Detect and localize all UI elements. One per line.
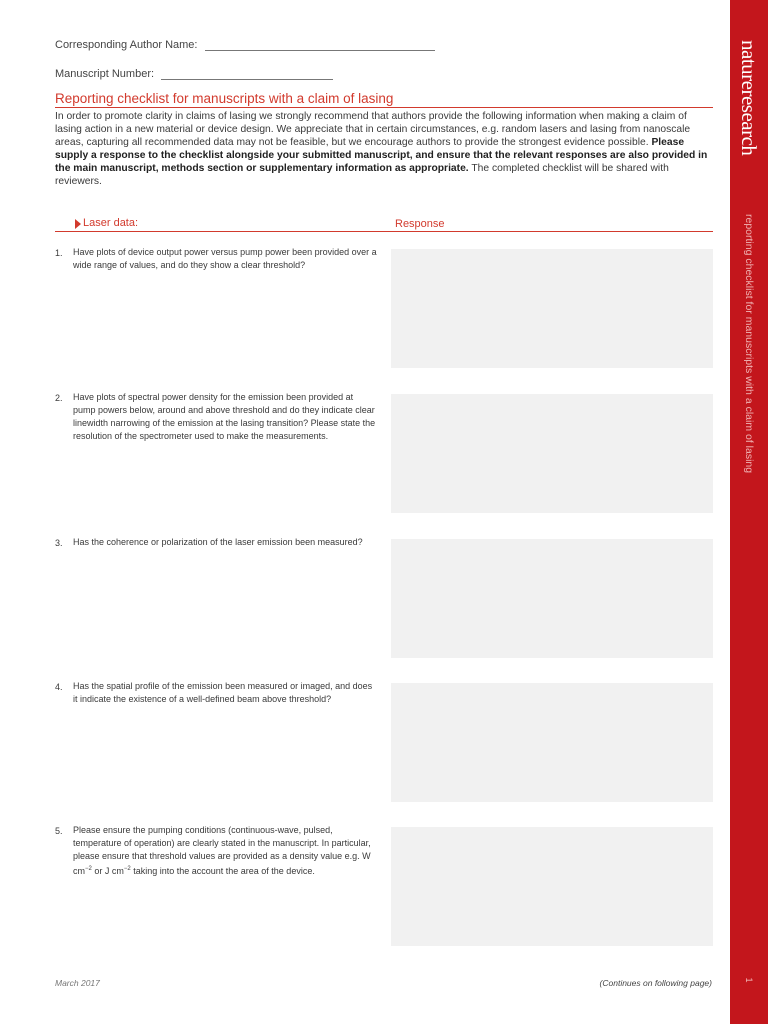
question-number: 2. [55,393,63,403]
brand-logo: natureresearch [737,40,761,156]
response-box[interactable] [391,827,713,946]
question-text: Has the spatial profile of the emission been measured or imaged, and does it indicate the existence of a well-defined beam above threshold? [73,681,373,704]
author-name-label: Corresponding Author Name: [55,39,198,51]
response-box[interactable] [391,683,713,802]
sidebar [730,0,768,1024]
superscript: −2 [85,866,92,872]
intro-paragraph [55,111,715,188]
manuscript-number-input-line[interactable] [161,67,333,80]
page-number: 1 [744,977,754,983]
author-name-field [55,38,435,51]
intro-text: In order to promote clarity in claims of lasing we strongly recommend that authors provide the following information when making a claim of lasing action in a new material or device design. We appreciate that in certain circumstances, e.g. random lasers and lasing from nanoscale areas, capturing all recommended data may not be feasible, but we encourage authors to provide the strongest evidence possible. [55,111,691,148]
intro-bold-text: Please supply a response to the checklist alongside your submitted manuscript, and ensure that the relevant responses are also provided in the main manuscript, methods section or supplementary information as appropriate. [55,136,708,174]
section-header [55,218,713,232]
question-text [73,824,378,878]
question-number: 3. [55,538,63,548]
response-column-label: Response [395,218,445,230]
question-text: Have plots of device output power versus pump power been provided over a wide range of values, and do they show a clear threshold? [73,247,377,270]
response-box[interactable] [391,394,713,513]
triangle-bullet-icon [75,219,81,229]
question-number: 4. [55,682,63,692]
response-box[interactable] [391,539,713,658]
question-text-part: or J cm [91,866,124,876]
manuscript-number-label: Manuscript Number: [55,68,155,80]
footer-date: March 2017 [55,978,100,988]
question-number: 1. [55,248,63,258]
footer-continues-note: (Continues on following page) [599,978,712,988]
question-text: Have plots of spectral power density for the emission been provided at pump powers below, around and above threshold and do they indicate clear linewidth narrowing of the emission at the lasing transition? Please state the resolution of the spectrometer used to make the measurements. [73,392,376,441]
question-text: Has the coherence or polarization of the laser emission been measured? [73,537,363,547]
intro-tail-text: The completed checklist will be shared with reviewers. [55,162,669,187]
superscript: −2 [123,866,131,872]
question-text-part: Please ensure the pumping conditions (continuous-wave, pulsed, temperature of operation) are clearly stated in the manuscript. In particular, please ensure that threshold values are provided as a density value e.g. W cm [73,825,371,876]
question-number: 5. [55,826,63,836]
page-title: Reporting checklist for manuscripts with a claim of lasing [55,91,713,108]
sidebar-caption: reporting checklist for manuscripts with a claim of lasing [743,214,755,474]
section-label: Laser data: [83,217,139,229]
manuscript-number-field [55,67,333,80]
question-text-part: taking into the account the area of the device. [130,866,315,876]
response-box[interactable] [391,249,713,368]
author-name-input-line[interactable] [205,38,435,51]
